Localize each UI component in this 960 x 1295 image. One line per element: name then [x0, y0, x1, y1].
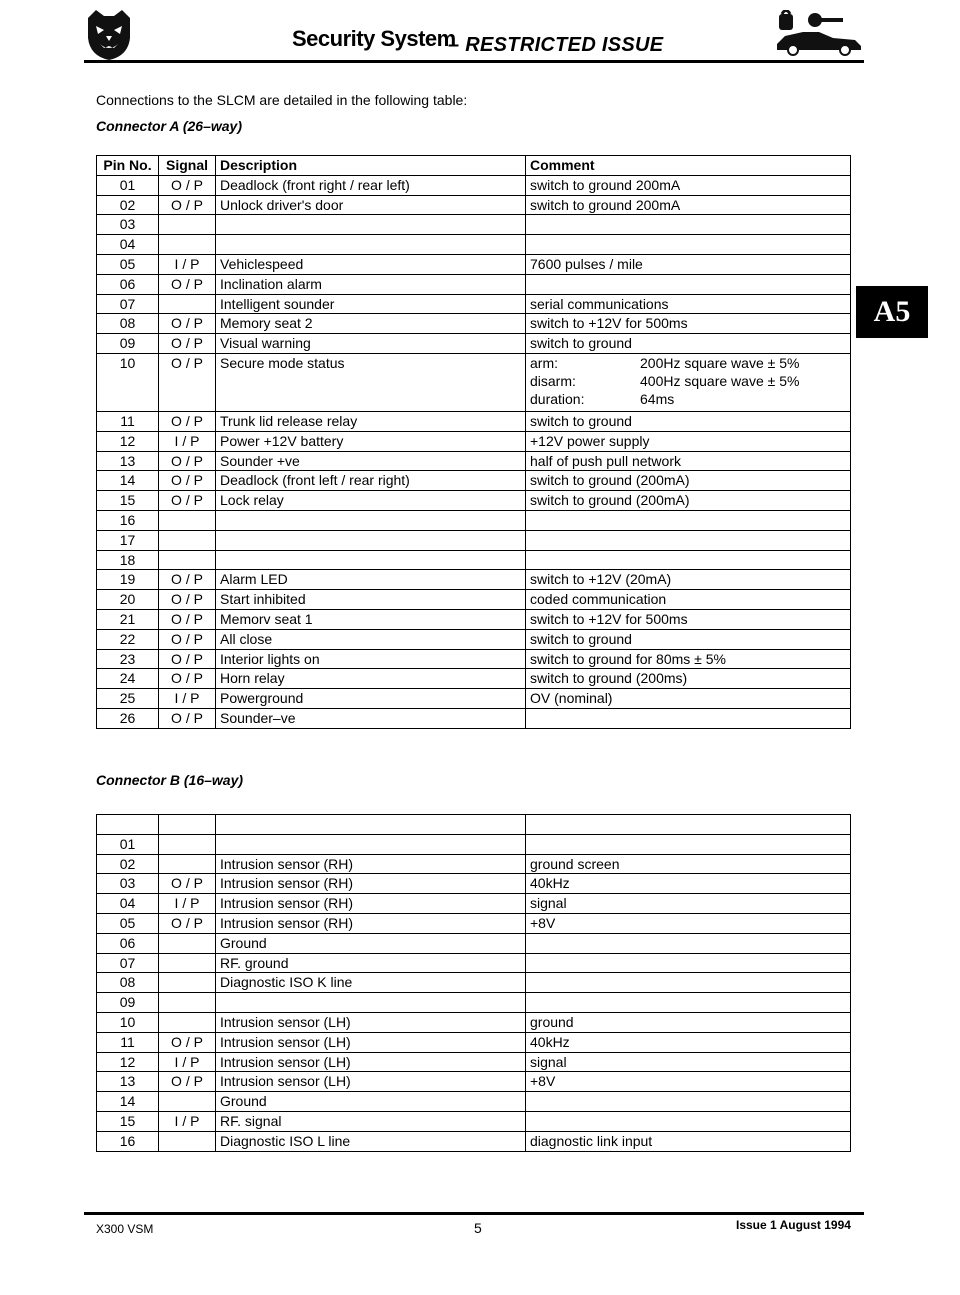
signal-cell: I / P: [159, 894, 216, 914]
pin-cell: 06: [97, 274, 159, 294]
comment-cell: switch to +12V (20mA): [526, 570, 851, 590]
description-cell: Intrusion sensor (LH): [216, 1052, 526, 1072]
table-row: [97, 1052, 851, 1072]
comment-cell: signal: [526, 1052, 851, 1072]
pin-cell: 21: [97, 609, 159, 629]
pin-cell: 19: [97, 570, 159, 590]
table-row: [97, 510, 851, 530]
comment-cell: [526, 993, 851, 1013]
comment-cell: [526, 530, 851, 550]
column-header-pin: Pin No.: [97, 156, 159, 176]
pin-cell: 07: [97, 953, 159, 973]
description-cell: [216, 530, 526, 550]
pin-cell: 02: [97, 854, 159, 874]
description-cell: Inclination alarm: [216, 274, 526, 294]
comment-value: 400Hz square wave ± 5%: [640, 372, 800, 389]
signal-cell: [159, 953, 216, 973]
description-cell: Start inhibited: [216, 590, 526, 610]
description-cell: Memory seat 2: [216, 314, 526, 334]
comment-key: disarm:: [530, 372, 576, 389]
signal-cell: I / P: [159, 689, 216, 709]
comment-cell: [526, 933, 851, 953]
signal-cell: I / P: [159, 254, 216, 274]
intro-text: Connections to the SLCM are detailed in the following table:: [96, 92, 468, 108]
description-cell: Alarm LED: [216, 570, 526, 590]
description-cell: Ground: [216, 933, 526, 953]
table-row: [97, 1111, 851, 1131]
pin-cell: 11: [97, 411, 159, 431]
header-title: Security System: [292, 26, 456, 51]
pin-cell: 08: [97, 314, 159, 334]
table-row: [97, 649, 851, 669]
table-row: [97, 195, 851, 215]
description-cell: RF. ground: [216, 953, 526, 973]
comment-cell: +12V power supply: [526, 431, 851, 451]
column-header-description: Description: [216, 156, 526, 176]
comment-value: 64ms: [640, 390, 675, 407]
pin-cell: 16: [97, 510, 159, 530]
signal-cell: [159, 235, 216, 255]
connector-a-heading: Connector A (26–way): [96, 118, 242, 134]
description-cell: Power +12V battery: [216, 431, 526, 451]
description-cell: Lock relay: [216, 491, 526, 511]
signal-cell: O / P: [159, 590, 216, 610]
signal-cell: [159, 1131, 216, 1151]
signal-cell: O / P: [159, 669, 216, 689]
pin-cell: 09: [97, 993, 159, 1013]
signal-cell: O / P: [159, 175, 216, 195]
pin-cell: 18: [97, 550, 159, 570]
pin-cell: 10: [97, 1012, 159, 1032]
pin-cell: 05: [97, 913, 159, 933]
comment-cell: [526, 510, 851, 530]
table-spacer-row: [97, 815, 851, 835]
description-cell: Intrusion sensor (RH): [216, 913, 526, 933]
description-cell: Intrusion sensor (RH): [216, 854, 526, 874]
comment-cell: [526, 1111, 851, 1131]
pin-cell: 10: [97, 353, 159, 411]
signal-cell: [159, 550, 216, 570]
comment-cell: switch to ground (200ms): [526, 669, 851, 689]
table-row: [97, 689, 851, 709]
table-row: [97, 274, 851, 294]
comment-cell: [526, 1092, 851, 1112]
comment-cell: 7600 pulses / mile: [526, 254, 851, 274]
table-row: [97, 314, 851, 334]
table-row: [97, 669, 851, 689]
comment-cell: 40kHz: [526, 874, 851, 894]
description-cell: Interior lights on: [216, 649, 526, 669]
signal-cell: [159, 1092, 216, 1112]
spacer-cell: [159, 815, 216, 835]
comment-cell: switch to +12V for 500ms: [526, 609, 851, 629]
signal-cell: O / P: [159, 913, 216, 933]
signal-cell: [159, 933, 216, 953]
spacer-cell: [97, 815, 159, 835]
pin-cell: 25: [97, 689, 159, 709]
table-row: [97, 353, 851, 411]
description-cell: Sounder–ve: [216, 708, 526, 728]
description-cell: Memorv seat 1: [216, 609, 526, 629]
signal-cell: [159, 973, 216, 993]
comment-cell: diagnostic link input: [526, 1131, 851, 1151]
section-tab: A5: [856, 286, 928, 338]
comment-cell: 40kHz: [526, 1032, 851, 1052]
table-row: [97, 1032, 851, 1052]
spacer-cell: [216, 815, 526, 835]
comment-cell: +8V: [526, 1072, 851, 1092]
pin-cell: 14: [97, 1092, 159, 1112]
signal-cell: [159, 510, 216, 530]
pin-cell: 08: [97, 973, 159, 993]
comment-cell: ground: [526, 1012, 851, 1032]
signal-cell: O / P: [159, 609, 216, 629]
table-row: [97, 953, 851, 973]
pin-cell: 01: [97, 834, 159, 854]
jaguar-head-logo: [84, 8, 134, 62]
table-row: [97, 294, 851, 314]
table-row: [97, 254, 851, 274]
connector-b-heading: Connector B (16–way): [96, 772, 244, 788]
pin-cell: 04: [97, 894, 159, 914]
pin-cell: 11: [97, 1032, 159, 1052]
pin-cell: 05: [97, 254, 159, 274]
pin-cell: 15: [97, 491, 159, 511]
description-cell: Ground: [216, 1092, 526, 1112]
signal-cell: I / P: [159, 1052, 216, 1072]
signal-cell: [159, 530, 216, 550]
spacer-cell: [526, 815, 851, 835]
table-row: [97, 933, 851, 953]
table-row: [97, 334, 851, 354]
description-cell: All close: [216, 629, 526, 649]
table-row: [97, 431, 851, 451]
signal-cell: [159, 294, 216, 314]
comment-cell: [526, 953, 851, 973]
pin-cell: 07: [97, 294, 159, 314]
description-cell: [216, 834, 526, 854]
comment-value: 200Hz square wave ± 5%: [640, 354, 800, 371]
pin-cell: 16: [97, 1131, 159, 1151]
signal-cell: [159, 854, 216, 874]
signal-cell: I / P: [159, 1111, 216, 1131]
comment-cell: [526, 353, 851, 411]
pin-cell: 13: [97, 1072, 159, 1092]
issue-date: Issue 1 August 1994: [736, 1218, 851, 1232]
table-row: [97, 1092, 851, 1112]
pin-cell: 09: [97, 334, 159, 354]
comment-cell: [526, 235, 851, 255]
description-cell: Trunk lid release relay: [216, 411, 526, 431]
description-cell: Intrusion sensor (LH): [216, 1072, 526, 1092]
description-cell: [216, 235, 526, 255]
description-cell: Vehiclespeed: [216, 254, 526, 274]
comment-key: duration:: [530, 390, 585, 407]
comment-cell: switch to ground 200mA: [526, 195, 851, 215]
description-cell: Secure mode status: [216, 353, 526, 411]
table-row: [97, 993, 851, 1013]
table-row: [97, 215, 851, 235]
description-cell: Horn relay: [216, 669, 526, 689]
comment-cell: [526, 215, 851, 235]
car-key-icon: [775, 10, 863, 56]
pin-cell: 01: [97, 175, 159, 195]
table-row: [97, 491, 851, 511]
signal-cell: [159, 1012, 216, 1032]
pin-cell: 12: [97, 1052, 159, 1072]
pin-cell: 17: [97, 530, 159, 550]
page-number: 5: [474, 1220, 482, 1236]
description-cell: Intrusion sensor (LH): [216, 1012, 526, 1032]
signal-cell: [159, 834, 216, 854]
comment-cell: [526, 834, 851, 854]
table-row: [97, 570, 851, 590]
table-row: [97, 235, 851, 255]
comment-cell: switch to ground: [526, 629, 851, 649]
table-row: [97, 874, 851, 894]
comment-cell: ground screen: [526, 854, 851, 874]
comment-cell: OV (nominal): [526, 689, 851, 709]
signal-cell: O / P: [159, 274, 216, 294]
description-cell: Deadlock (front left / rear right): [216, 471, 526, 491]
signal-cell: O / P: [159, 353, 216, 411]
pin-cell: 24: [97, 669, 159, 689]
comment-cell: serial communications: [526, 294, 851, 314]
table-row: [97, 411, 851, 431]
comment-cell: [526, 973, 851, 993]
comment-cell: [526, 550, 851, 570]
signal-cell: O / P: [159, 195, 216, 215]
pin-cell: 02: [97, 195, 159, 215]
table-row: [97, 530, 851, 550]
comment-cell: switch to ground for 80ms ± 5%: [526, 649, 851, 669]
column-header-signal: Signal: [159, 156, 216, 176]
table-row: [97, 629, 851, 649]
connector-a-table: [96, 155, 851, 729]
comment-line: [530, 354, 846, 372]
signal-cell: O / P: [159, 874, 216, 894]
comment-cell: switch to +12V for 500ms: [526, 314, 851, 334]
comment-cell: coded communication: [526, 590, 851, 610]
table-row: [97, 451, 851, 471]
footer-document-code: X300 VSM: [96, 1222, 154, 1236]
signal-cell: O / P: [159, 334, 216, 354]
comment-cell: [526, 274, 851, 294]
signal-cell: O / P: [159, 491, 216, 511]
comment-cell: switch to ground (200mA): [526, 471, 851, 491]
comment-line: [530, 390, 846, 408]
comment-key: arm:: [530, 354, 558, 371]
description-cell: [216, 993, 526, 1013]
pin-cell: 03: [97, 215, 159, 235]
description-cell: Diagnostic ISO L line: [216, 1131, 526, 1151]
table-row: [97, 913, 851, 933]
pin-cell: 14: [97, 471, 159, 491]
comment-cell: switch to ground 200mA: [526, 175, 851, 195]
header-rule: [84, 60, 864, 63]
signal-cell: O / P: [159, 1032, 216, 1052]
table-row: [97, 609, 851, 629]
description-cell: [216, 510, 526, 530]
table-row: [97, 973, 851, 993]
comment-cell: signal: [526, 894, 851, 914]
signal-cell: O / P: [159, 708, 216, 728]
description-cell: [216, 215, 526, 235]
comment-line: [530, 372, 846, 390]
table-row: [97, 1072, 851, 1092]
description-cell: RF. signal: [216, 1111, 526, 1131]
description-cell: Diagnostic ISO K line: [216, 973, 526, 993]
comment-cell: [526, 708, 851, 728]
signal-cell: O / P: [159, 649, 216, 669]
pin-cell: 13: [97, 451, 159, 471]
header-subtitle: – RESTRICTED ISSUE: [448, 34, 664, 56]
comment-cell: switch to ground: [526, 411, 851, 431]
description-cell: Intrusion sensor (LH): [216, 1032, 526, 1052]
comment-cell: half of push pull network: [526, 451, 851, 471]
table-row: [97, 590, 851, 610]
description-cell: Intrusion sensor (RH): [216, 894, 526, 914]
description-cell: Visual warning: [216, 334, 526, 354]
column-header-comment: Comment: [526, 156, 851, 176]
pin-cell: 20: [97, 590, 159, 610]
table-header-row: [97, 156, 851, 176]
connector-b-table: [96, 814, 851, 1152]
table-row: [97, 854, 851, 874]
table-row: [97, 834, 851, 854]
footer-rule: [84, 1212, 864, 1215]
pin-cell: 22: [97, 629, 159, 649]
comment-cell: +8V: [526, 913, 851, 933]
table-row: [97, 1012, 851, 1032]
signal-cell: O / P: [159, 411, 216, 431]
table-row: [97, 894, 851, 914]
signal-cell: O / P: [159, 451, 216, 471]
description-cell: Sounder +ve: [216, 451, 526, 471]
description-cell: Powerground: [216, 689, 526, 709]
comment-cell: switch to ground: [526, 334, 851, 354]
description-cell: Deadlock (front right / rear left): [216, 175, 526, 195]
table-row: [97, 708, 851, 728]
signal-cell: [159, 215, 216, 235]
pin-cell: 15: [97, 1111, 159, 1131]
signal-cell: O / P: [159, 314, 216, 334]
table-row: [97, 471, 851, 491]
signal-cell: O / P: [159, 570, 216, 590]
signal-cell: O / P: [159, 629, 216, 649]
signal-cell: O / P: [159, 471, 216, 491]
pin-cell: 06: [97, 933, 159, 953]
comment-cell: switch to ground (200mA): [526, 491, 851, 511]
pin-cell: 04: [97, 235, 159, 255]
table-row: [97, 1131, 851, 1151]
signal-cell: O / P: [159, 1072, 216, 1092]
pin-cell: 03: [97, 874, 159, 894]
signal-cell: [159, 993, 216, 1013]
description-cell: Intrusion sensor (RH): [216, 874, 526, 894]
pin-cell: 26: [97, 708, 159, 728]
description-cell: [216, 550, 526, 570]
signal-cell: I / P: [159, 431, 216, 451]
pin-cell: 12: [97, 431, 159, 451]
table-row: [97, 175, 851, 195]
table-row: [97, 550, 851, 570]
pin-cell: 23: [97, 649, 159, 669]
description-cell: Intelligent sounder: [216, 294, 526, 314]
description-cell: Unlock driver's door: [216, 195, 526, 215]
